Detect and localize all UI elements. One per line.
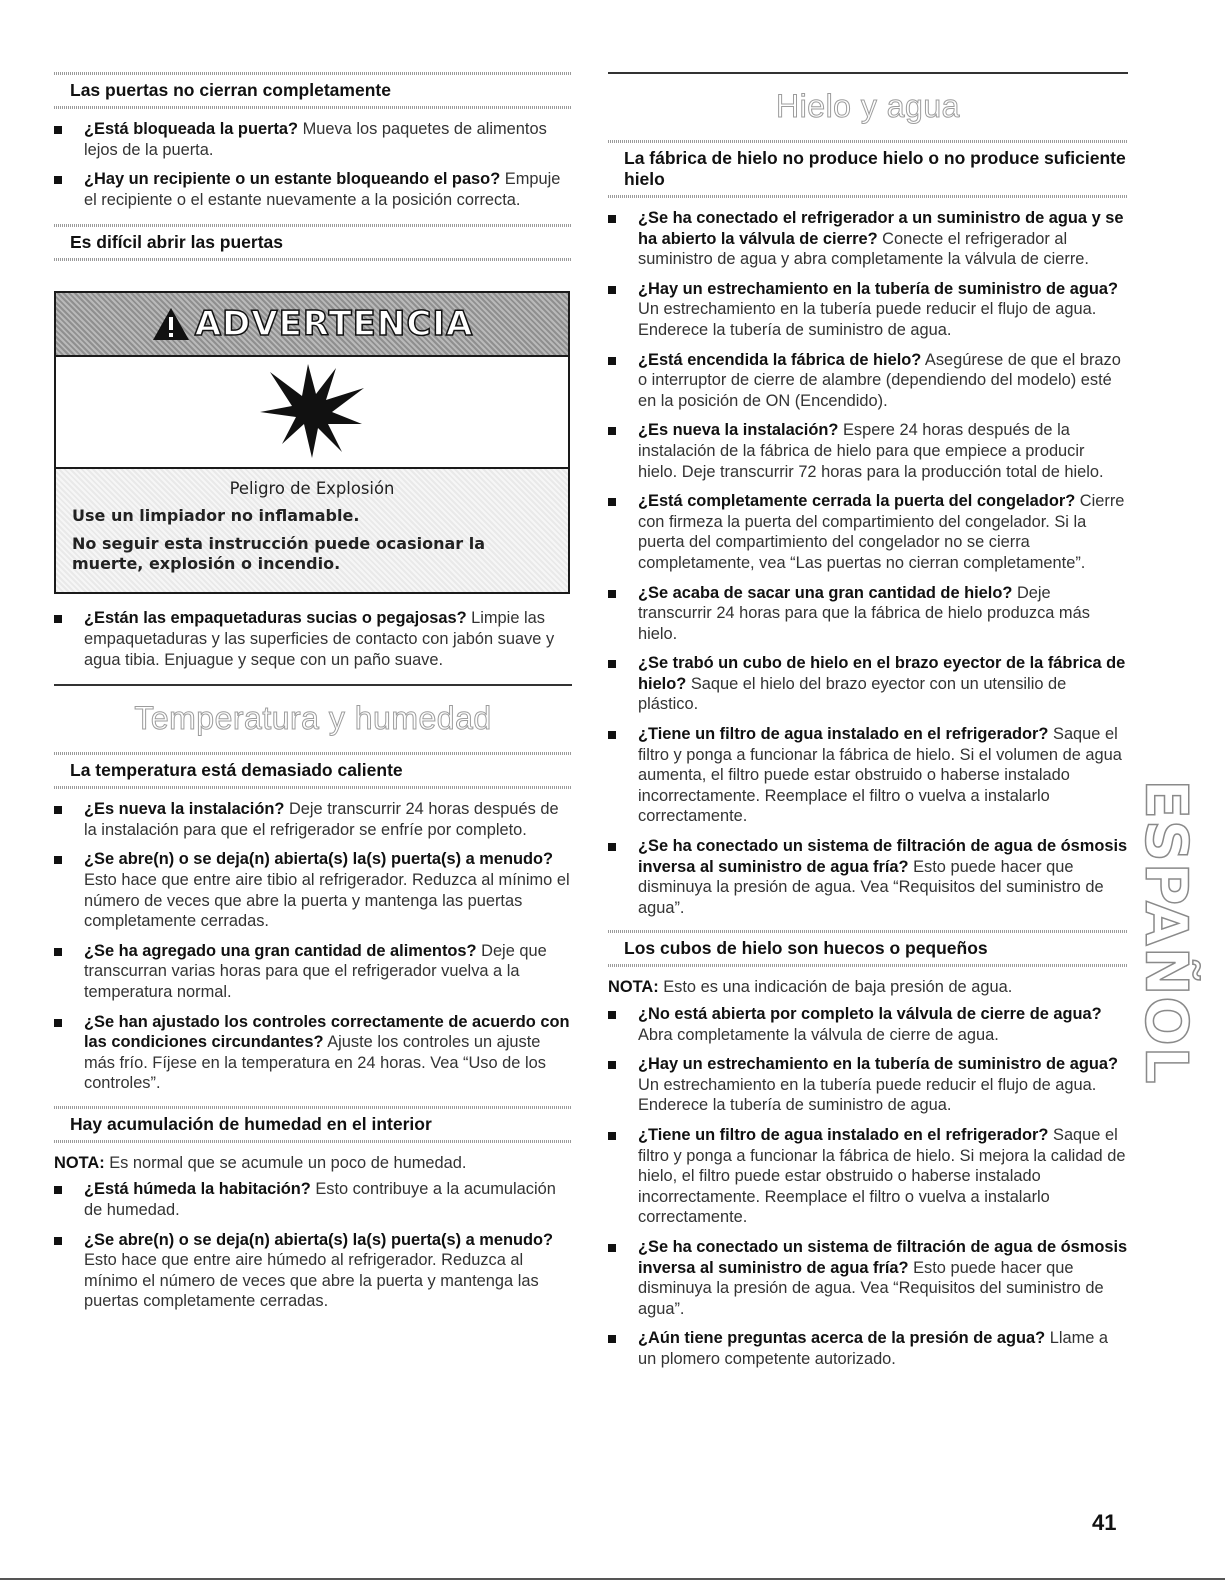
bullet-icon bbox=[608, 660, 616, 668]
bullet-icon bbox=[608, 1011, 616, 1019]
page-number: 41 bbox=[1092, 1510, 1117, 1535]
bullet-icon bbox=[54, 806, 62, 814]
bullet-icon bbox=[608, 1061, 616, 1069]
bullet-list bbox=[608, 1004, 1128, 1370]
list-item: ¿Se ha conectado el refrigerador a un suministro de agua y se ha abierto la válvula de cierre? Conecte el refrigerador al suministro de agua y abra completamente la válvula de cierre. bbox=[608, 208, 1128, 270]
list-item: ¿No está abierta por completo la válvula de cierre de agua? Abra completamente la válvula de cierre de agua. bbox=[608, 1004, 1128, 1045]
subheading: La temperatura está demasiado caliente bbox=[70, 760, 403, 781]
bullet-list bbox=[54, 1179, 572, 1312]
bullet-icon bbox=[608, 215, 616, 223]
section-title: Temperatura y humedad bbox=[134, 700, 492, 737]
divider bbox=[54, 258, 572, 261]
bullet-icon bbox=[54, 176, 62, 184]
list-item: ¿Se trabó un cubo de hielo en el brazo eyector de la fábrica de hielo? Saque el hielo del brazo eyector con un utensilio de plástico. bbox=[608, 653, 1128, 715]
bullet-icon bbox=[54, 615, 62, 623]
bullet-icon bbox=[608, 843, 616, 851]
left-column bbox=[54, 72, 572, 1321]
bullet-icon bbox=[608, 731, 616, 739]
warning-title: ADVERTENCIA bbox=[194, 304, 474, 345]
subheading: Es difícil abrir las puertas bbox=[70, 232, 283, 253]
language-tab-label: ESPAÑOL bbox=[1133, 779, 1201, 1085]
bullet-icon bbox=[54, 126, 62, 134]
divider bbox=[54, 1140, 572, 1143]
list-item: ¿Es nueva la instalación? Deje transcurrir 24 horas después de la instalación para que el refrigerador se enfríe por completo. bbox=[54, 799, 572, 840]
warning-box bbox=[54, 291, 570, 594]
explosion-icon bbox=[252, 362, 372, 462]
bullet-icon bbox=[54, 1237, 62, 1245]
subheading: Hay acumulación de humedad en el interior bbox=[70, 1113, 432, 1134]
divider bbox=[608, 964, 1128, 967]
list-item: ¿Hay un estrechamiento en la tubería de suministro de agua? Un estrechamiento en la tubería puede reducir el flujo de agua. Enderece la tubería de suministro de agua. bbox=[608, 279, 1128, 341]
list-item: ¿Está bloqueada la puerta? Mueva los paquetes de alimentos lejos de la puerta. bbox=[54, 119, 572, 160]
warning-header bbox=[56, 293, 568, 357]
bullet-icon bbox=[608, 286, 616, 294]
divider bbox=[54, 106, 572, 109]
warning-pictogram bbox=[56, 357, 568, 469]
section-title: Hielo y agua bbox=[776, 88, 960, 124]
list-item: ¿Se ha agregado una gran cantidad de alimentos? Deje que transcurran varias horas para que el refrigerador vuelva a la temperatura normal. bbox=[54, 941, 572, 1003]
warning-line: No seguir esta instrucción puede ocasionar la muerte, explosión o incendio. bbox=[72, 534, 486, 574]
list-item: ¿Está húmeda la habitación? Esto contribuye a la acumulación de humedad. bbox=[54, 1179, 572, 1220]
warning-body bbox=[56, 469, 568, 592]
bullet-icon bbox=[54, 1019, 62, 1027]
bullet-icon bbox=[608, 1335, 616, 1343]
list-item: ¿Se abre(n) o se deja(n) abierta(s) la(s) puerta(s) a menudo? Esto hace que entre aire húmedo al refrigerador. Reduzca al mínimo el número de veces que abre la puerta y mantenga las puertas completamente cerradas. bbox=[54, 1230, 572, 1312]
note: NOTA: Es normal que se acumule un poco de humedad. bbox=[54, 1153, 467, 1172]
bullet-icon bbox=[608, 498, 616, 506]
subheading: Las puertas no cierran completamente bbox=[70, 80, 391, 100]
list-item: ¿Se ha conectado un sistema de filtración de agua de ósmosis inversa al suministro de agua fría? Esto puede hacer que disminuya la presión de agua. Vea “Requisitos del suministro de agua”. bbox=[608, 1237, 1128, 1319]
list-item: ¿Tiene un filtro de agua instalado en el refrigerador? Saque el filtro y ponga a funcionar la fábrica de hielo. Si el volumen de agua aumenta, el filtro puede estar obstruido o haberse instalado incorrectamente. Reemplace el filtro o vuelva a instalarlo correctamente. bbox=[608, 724, 1128, 827]
hazard-name: Peligro de Explosión bbox=[229, 479, 395, 499]
bullet-icon bbox=[608, 1132, 616, 1140]
divider bbox=[608, 195, 1128, 198]
divider bbox=[54, 786, 572, 789]
list-item: ¿Hay un recipiente o un estante bloqueando el paso? Empuje el recipiente o el estante nuevamente a la posición correcta. bbox=[54, 169, 572, 210]
bullet-icon bbox=[608, 1244, 616, 1252]
bullet-list bbox=[54, 799, 572, 1094]
list-item: ¿Se ha conectado un sistema de filtración de agua de ósmosis inversa al suministro de agua fría? Esto puede hacer que disminuya la presión de agua. Vea “Requisitos del suministro de agua”. bbox=[608, 836, 1128, 918]
bullet-icon bbox=[608, 357, 616, 365]
language-tab bbox=[1131, 779, 1203, 1085]
warning-line: Use un limpiador no inflamable. bbox=[72, 506, 360, 526]
list-item: ¿Aún tiene preguntas acerca de la presión de agua? Llame a un plomero competente autorizado. bbox=[608, 1328, 1128, 1369]
list-item: ¿Es nueva la instalación? Espere 24 horas después de la instalación de la fábrica de hielo para que empiece a producir hielo. Deje transcurrir 72 horas para la producción total de hielo. bbox=[608, 420, 1128, 482]
right-column bbox=[608, 72, 1128, 1379]
subheading: Los cubos de hielo son huecos o pequeños bbox=[624, 938, 988, 959]
list-item: ¿Tiene un filtro de agua instalado en el refrigerador? Saque el filtro y ponga a funcionar la fábrica de hielo. Si mejora la calidad de hielo, el filtro puede estar obstruido o haberse instalado incorrectamente. Reemplace el filtro o vuelva a instalarlo correctamente. bbox=[608, 1125, 1128, 1228]
list-item: ¿Se abre(n) o se deja(n) abierta(s) la(s) puerta(s) a menudo? Esto hace que entre aire tibio al refrigerador. Reduzca al mínimo el número de veces que abre la puerta y mantenga las puertas completamente cerradas. bbox=[54, 849, 572, 931]
list-item: ¿Se han ajustado los controles correctamente de acuerdo con las condiciones circundantes? Ajuste los controles un ajuste más frío. Fíjese en la temperatura en 24 horas. Vea “Uso de los controles”. bbox=[54, 1012, 572, 1094]
page-bottom-rule bbox=[0, 1578, 1225, 1580]
bullet-icon bbox=[54, 948, 62, 956]
warning-triangle-icon bbox=[151, 306, 191, 342]
bullet-list bbox=[608, 208, 1128, 918]
bullet-icon bbox=[608, 427, 616, 435]
bullet-list bbox=[54, 608, 572, 670]
list-item: ¿Se acaba de sacar una gran cantidad de hielo? Deje transcurrir 24 horas para que la fábrica de hielo produzca más hielo. bbox=[608, 583, 1128, 645]
bullet-icon bbox=[54, 1186, 62, 1194]
subheading: La fábrica de hielo no produce hielo o no produce suficiente hielo bbox=[624, 148, 1126, 189]
list-item: ¿Está encendida la fábrica de hielo? Asegúrese de que el brazo o interruptor de cierre de alambre (dependiendo del modelo) esté en la posición de ON (Encendido). bbox=[608, 350, 1128, 412]
list-item: ¿Están las empaquetaduras sucias o pegajosas? Limpie las empaquetaduras y las superficies de contacto con jabón suave y agua tibia. Enjuague y seque con un paño suave. bbox=[54, 608, 572, 670]
list-item: ¿Hay un estrechamiento en la tubería de suministro de agua? Un estrechamiento en la tubería puede reducir el flujo de agua. Enderece la tubería de suministro de agua. bbox=[608, 1054, 1128, 1116]
list-item: ¿Está completamente cerrada la puerta del congelador? Cierre con firmeza la puerta del compartimiento del congelador. Si la puerta del compartimiento del congelador no se cierra completamente, vea “Las puertas no cierran completamente”. bbox=[608, 491, 1128, 573]
bullet-icon bbox=[608, 590, 616, 598]
note: NOTA: Esto es una indicación de baja presión de agua. bbox=[608, 978, 1013, 997]
bullet-icon bbox=[54, 856, 62, 864]
bullet-list bbox=[54, 119, 572, 210]
